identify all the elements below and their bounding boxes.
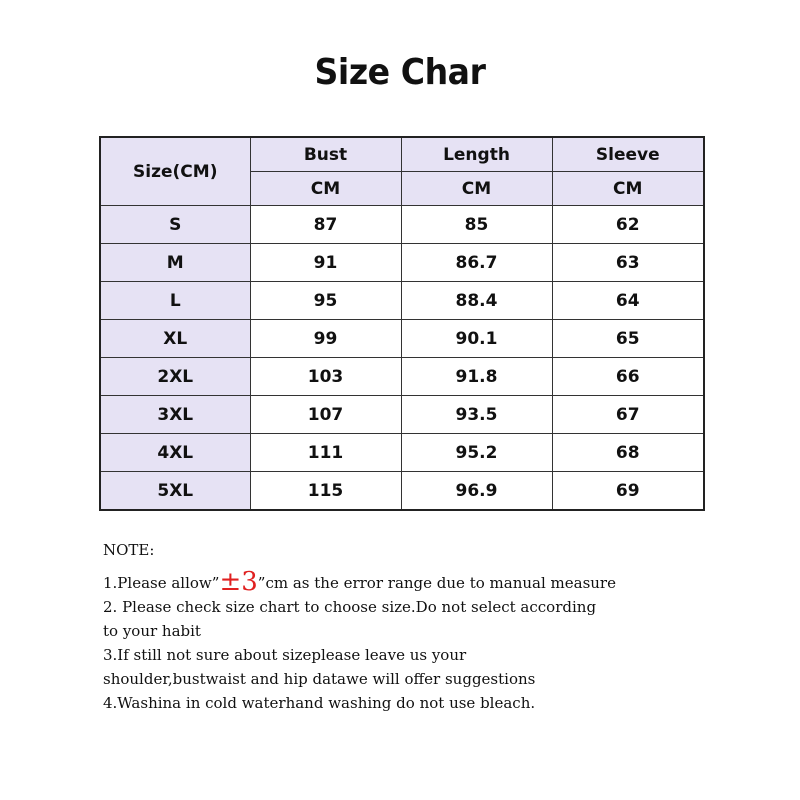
table-body xyxy=(100,206,704,511)
bust-value-cell: 99 xyxy=(250,320,401,358)
bust-value-cell: 115 xyxy=(250,472,401,511)
size-chart-table xyxy=(99,136,705,511)
sleeve-value-cell: 68 xyxy=(552,434,704,472)
note-line-1-start: 1.Please allow” xyxy=(103,574,220,592)
bust-value-cell: 91 xyxy=(250,244,401,282)
table-row xyxy=(100,206,704,244)
sleeve-value-cell: 64 xyxy=(552,282,704,320)
table-row xyxy=(100,282,704,320)
table-row xyxy=(100,396,704,434)
size-label-cell: 4XL xyxy=(100,434,250,472)
sleeve-unit: CM xyxy=(552,172,704,206)
size-label-cell: 2XL xyxy=(100,358,250,396)
length-column-header: Length xyxy=(401,137,552,172)
length-unit: CM xyxy=(401,172,552,206)
table-row xyxy=(100,244,704,282)
bust-value-cell: 95 xyxy=(250,282,401,320)
note-line-4: 4.Washina in cold waterhand washing do not use bleach. xyxy=(103,694,536,712)
table-row xyxy=(100,320,704,358)
size-label-cell: L xyxy=(100,282,250,320)
length-value-cell: 88.4 xyxy=(401,282,552,320)
note-line-1-end: ”cm as the error range due to manual measure xyxy=(257,574,616,592)
sleeve-value-cell: 66 xyxy=(552,358,704,396)
length-value-cell: 90.1 xyxy=(401,320,552,358)
size-label-cell: 3XL xyxy=(100,396,250,434)
table-row xyxy=(100,358,704,396)
sleeve-value-cell: 67 xyxy=(552,396,704,434)
note-line-3a: 3.If still not sure about sizeplease leave us your xyxy=(103,646,467,664)
sleeve-value-cell: 69 xyxy=(552,472,704,511)
length-value-cell: 93.5 xyxy=(401,396,552,434)
bust-unit: CM xyxy=(250,172,401,206)
note-line-3b: shoulder,bustwaist and hip datawe will offer suggestions xyxy=(103,670,536,688)
length-value-cell: 85 xyxy=(401,206,552,244)
bust-value-cell: 111 xyxy=(250,434,401,472)
length-value-cell: 96.9 xyxy=(401,472,552,511)
table-row xyxy=(100,472,704,511)
size-column-header: Size(CM) xyxy=(100,137,250,206)
note-line-1 xyxy=(103,567,743,597)
bust-value-cell: 107 xyxy=(250,396,401,434)
length-value-cell: 91.8 xyxy=(401,358,552,396)
sleeve-value-cell: 62 xyxy=(552,206,704,244)
bust-column-header: Bust xyxy=(250,137,401,172)
size-label-cell: XL xyxy=(100,320,250,358)
bust-value-cell: 87 xyxy=(250,206,401,244)
page-title: Size Char xyxy=(314,52,486,93)
table-row xyxy=(100,434,704,472)
size-label-cell: M xyxy=(100,244,250,282)
note-line-2a: 2. Please check size chart to choose size.Do not select according xyxy=(103,598,597,616)
notes-heading: NOTE: xyxy=(103,541,155,559)
sleeve-value-cell: 65 xyxy=(552,320,704,358)
notes-section xyxy=(103,538,743,715)
length-value-cell: 95.2 xyxy=(401,434,552,472)
sleeve-value-cell: 63 xyxy=(552,244,704,282)
table-header-row xyxy=(100,137,704,172)
note-line-2b: to your habit xyxy=(103,622,201,640)
sleeve-column-header: Sleeve xyxy=(552,137,704,172)
length-value-cell: 86.7 xyxy=(401,244,552,282)
size-label-cell: 5XL xyxy=(100,472,250,511)
tolerance-highlight: ±3 xyxy=(219,567,258,597)
bust-value-cell: 103 xyxy=(250,358,401,396)
size-label-cell: S xyxy=(100,206,250,244)
